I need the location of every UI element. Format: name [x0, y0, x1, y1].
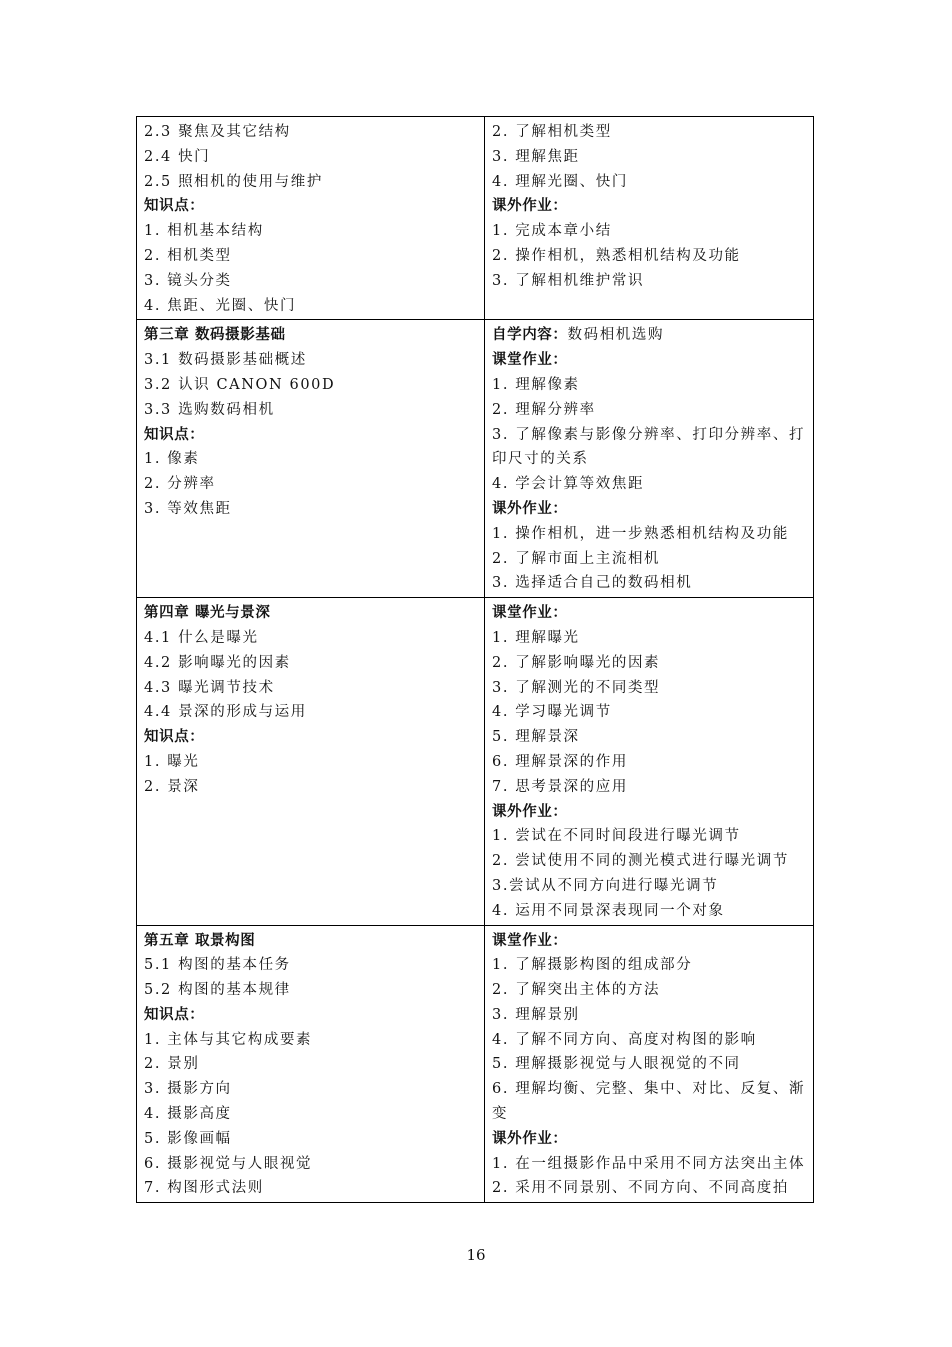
list-item: 3.3 选购数码相机: [144, 401, 275, 418]
list-item: 3. 理解焦距: [492, 148, 580, 165]
list-item: 5. 理解摄影视觉与人眼视觉的不同: [492, 1056, 741, 1073]
list-item: 4. 运用不同景深表现同一个对象: [492, 902, 725, 919]
list-item: 3. 摄影方向: [144, 1081, 232, 1098]
chapter-outline-cell: [137, 320, 485, 598]
line-text: 数码相机选购: [567, 327, 665, 344]
list-item: 7. 构图形式法则: [144, 1180, 264, 1197]
list-item: 4.3 曝光调节技术: [144, 679, 275, 696]
section-heading: 课堂作业：: [492, 931, 568, 949]
list-item: 4. 了解不同方向、高度对构图的影响: [492, 1031, 757, 1048]
list-item: 4.2 影响曝光的因素: [144, 654, 291, 671]
list-item: 3.1 数码摄影基础概述: [144, 352, 307, 369]
section-heading: 第四章 曝光与景深: [144, 604, 271, 622]
list-item: 3.2 认识 CANON 600D: [144, 376, 336, 393]
list-item: 7. 思考景深的应用: [492, 778, 628, 795]
section-heading: 第五章 取景构图: [144, 931, 256, 949]
list-item: 6. 摄影视觉与人眼视觉: [144, 1155, 313, 1172]
list-item: 1. 完成本章小结: [492, 223, 612, 240]
list-item: 2. 了解突出主体的方法: [492, 982, 661, 999]
line-label: 自学内容：: [492, 326, 568, 344]
list-item: 1. 相机基本结构: [144, 223, 264, 240]
list-item: 2.5 照相机的使用与维护: [144, 173, 323, 190]
list-item: 5. 理解景深: [492, 729, 580, 746]
list-item: 2. 了解影响曝光的因素: [492, 654, 661, 671]
list-item: 2. 分辨率: [144, 476, 216, 493]
list-item: 2. 了解市面上主流相机: [492, 550, 661, 567]
list-item: 1. 像素: [144, 451, 200, 468]
table-row: [137, 320, 814, 598]
list-item: 4. 摄影高度: [144, 1106, 232, 1123]
section-heading: 课堂作业：: [492, 604, 568, 622]
section-heading: 第三章 数码摄影基础: [144, 326, 286, 344]
list-item: 2. 了解相机类型: [492, 124, 612, 140]
list-item: 4.4 景深的形成与运用: [144, 704, 307, 721]
list-item: 6. 理解景深的作用: [492, 753, 628, 770]
list-item: 3. 了解测光的不同类型: [492, 679, 661, 696]
list-item: 1. 理解像素: [492, 376, 580, 393]
section-heading: 课堂作业：: [492, 351, 568, 369]
list-item: 3. 选择适合自己的数码相机: [492, 575, 693, 592]
list-item: 1. 尝试在不同时间段进行曝光调节: [492, 828, 741, 845]
list-item: 4. 学习曝光调节: [492, 704, 612, 721]
list-item: 2. 理解分辨率: [492, 401, 596, 418]
table-row: [137, 117, 814, 320]
list-item: 2.3 聚焦及其它结构: [144, 124, 291, 140]
assignment-cell: [485, 598, 814, 925]
list-item: 2. 相机类型: [144, 247, 232, 264]
section-heading: 课外作业：: [492, 499, 568, 517]
list-item: 1. 在一组摄影作品中采用不同方法突出主体: [492, 1155, 806, 1172]
list-item: 6. 理解均衡、完整、集中、对比、反复、渐变: [492, 1081, 806, 1123]
list-item: 2. 采用不同景别、不同方向、不同高度拍: [492, 1180, 789, 1197]
list-item: 1. 曝光: [144, 753, 200, 770]
syllabus-table: [136, 116, 814, 1203]
chapter-outline-cell: [137, 598, 485, 925]
list-item: 4.1 什么是曝光: [144, 629, 259, 646]
list-item: 2. 景深: [144, 778, 200, 795]
list-item: 4. 理解光圈、快门: [492, 173, 628, 190]
list-item: 3.尝试从不同方向进行曝光调节: [492, 877, 719, 894]
list-item: 1. 主体与其它构成要素: [144, 1031, 313, 1048]
list-item: 1. 了解摄影构图的组成部分: [492, 957, 693, 974]
section-heading: 知识点：: [144, 197, 205, 215]
labeled-line: [492, 323, 807, 348]
list-item: 1. 操作相机，进一步熟悉相机结构及功能: [492, 525, 789, 542]
list-item: 3. 等效焦距: [144, 500, 232, 517]
list-item: 2. 景别: [144, 1056, 200, 1073]
assignment-cell: [485, 925, 814, 1203]
section-heading: 知识点：: [144, 728, 205, 746]
list-item: 2.4 快门: [144, 148, 211, 165]
list-item: 2. 尝试使用不同的测光模式进行曝光调节: [492, 853, 789, 870]
list-item: 3. 了解相机维护常识: [492, 272, 645, 289]
page-number: 16: [466, 1246, 486, 1264]
section-heading: 课外作业：: [492, 1129, 568, 1147]
list-item: 2. 操作相机，熟悉相机结构及功能: [492, 247, 741, 264]
assignment-cell: [485, 117, 814, 320]
list-item: 4. 焦距、光圈、快门: [144, 297, 297, 314]
chapter-outline-cell: [137, 117, 485, 320]
assignment-cell: [485, 320, 814, 598]
list-item: 4. 学会计算等效焦距: [492, 476, 645, 493]
table-row: [137, 925, 814, 1203]
section-heading: 课外作业：: [492, 197, 568, 215]
section-heading: 知识点：: [144, 1005, 205, 1023]
list-item: 3. 了解像素与影像分辨率、打印分辨率、打印尺寸的关系: [492, 426, 806, 468]
list-item: 5.1 构图的基本任务: [144, 957, 291, 974]
list-item: 5. 影像画幅: [144, 1130, 232, 1147]
list-item: 3. 理解景别: [492, 1006, 580, 1023]
chapter-outline-cell: [137, 925, 485, 1203]
list-item: 1. 理解曝光: [492, 629, 580, 646]
section-heading: 课外作业：: [492, 802, 568, 820]
table-row: [137, 598, 814, 925]
list-item: 3. 镜头分类: [144, 272, 232, 289]
list-item: 5.2 构图的基本规律: [144, 982, 291, 999]
section-heading: 知识点：: [144, 425, 205, 443]
